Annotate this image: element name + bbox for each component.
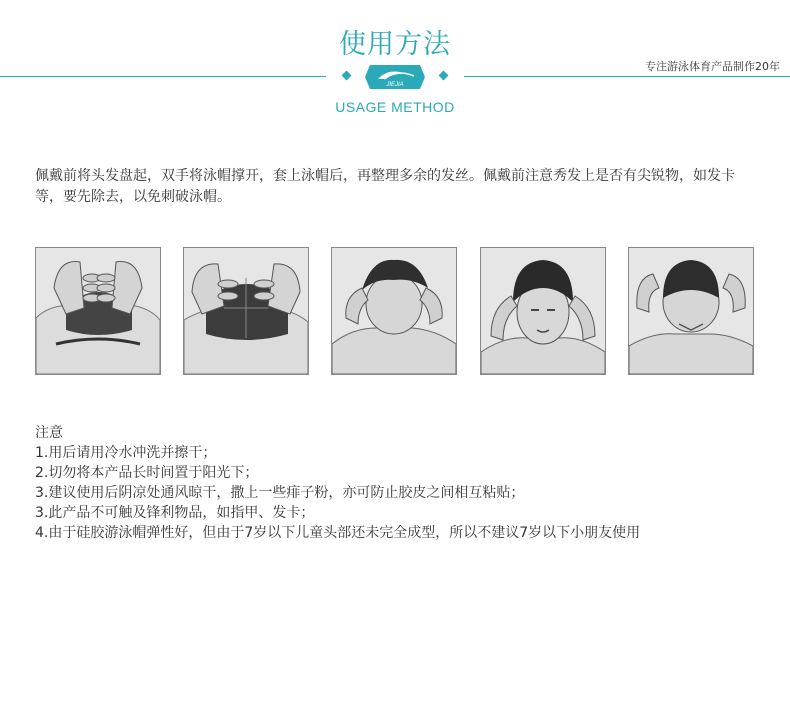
- note-item: 3.此产品不可触及锋利物品，如指甲、发卡；: [35, 505, 315, 521]
- divider-left: [0, 76, 326, 77]
- notes-section: [35, 423, 765, 543]
- note-item: 2.切勿将本产品长时间置于阳光下；: [35, 465, 259, 481]
- note-item: 1.用后请用冷水冲洗并擦干；: [35, 445, 217, 461]
- step-image-5: [628, 247, 754, 375]
- usage-steps: [0, 247, 790, 377]
- page-title: 使用方法: [339, 29, 451, 60]
- step-image-4: [480, 247, 606, 375]
- logo-text: JIEJIA: [386, 82, 404, 88]
- notes-heading: 注意: [35, 425, 63, 441]
- brand-logo: [364, 64, 426, 90]
- brand-tagline: 专注游泳体育产品制作20年: [645, 60, 780, 73]
- step-image-3: [331, 247, 457, 375]
- diamond-icon: [439, 71, 449, 81]
- page-subtitle: USAGE METHOD: [335, 99, 455, 115]
- note-item: 4.由于硅胶游泳帽弹性好，但由于7岁以下儿童头部还未完全成型，所以不建议7岁以下小朋友使用: [35, 525, 641, 541]
- divider-right: [464, 76, 790, 77]
- note-item: 3.建议使用后阴凉处通风晾干，撒上一些痱子粉，亦可防止胶皮之间相互粘贴；: [35, 485, 525, 501]
- diamond-icon: [342, 71, 352, 81]
- step-image-2: [183, 247, 309, 375]
- step-image-1: [35, 247, 161, 375]
- usage-instructions: 佩戴前将头发盘起，双手将泳帽撑开，套上泳帽后，再整理多余的发丝。佩戴前注意秀发上是否有尖锐物，如发卡等，要先除去，以免刺破泳帽。: [35, 168, 735, 205]
